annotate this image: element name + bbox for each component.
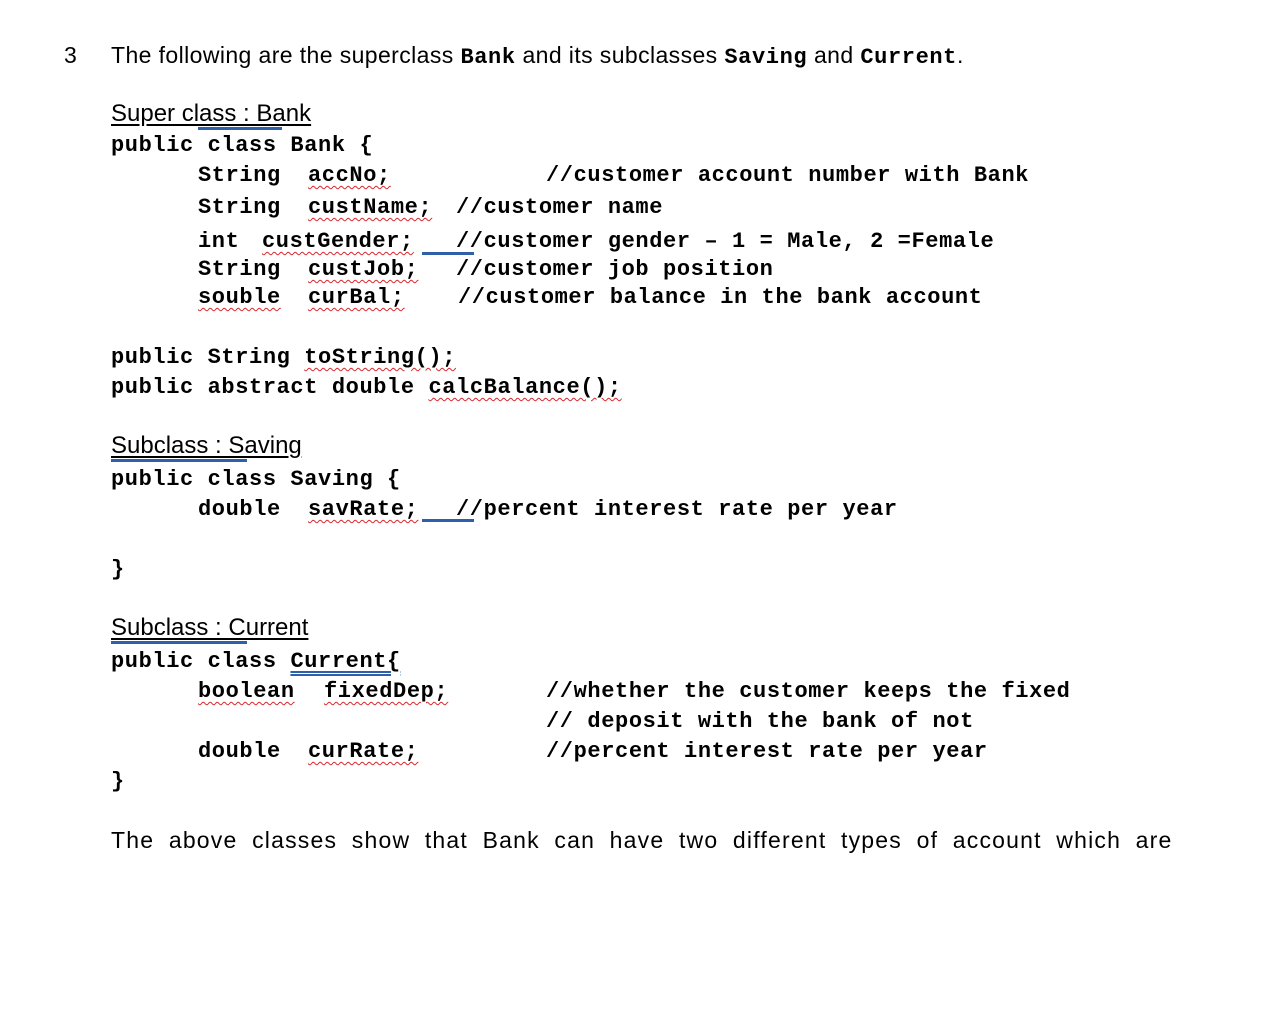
field-comment: //customer balance in the bank account (458, 285, 983, 310)
field-type: String (198, 195, 281, 220)
intro-code-saving: Saving (724, 45, 808, 70)
field-type: String (198, 163, 281, 188)
field-comment: //percent interest rate per year (456, 497, 898, 522)
bank-heading: Super class : Bank (111, 100, 312, 127)
field-comment: //percent interest rate per year (546, 739, 988, 764)
class-name: Current{ (290, 649, 401, 674)
grammar-mark (111, 459, 247, 462)
current-heading: Subclass : Current (111, 614, 309, 641)
current-class-declaration (111, 649, 401, 674)
field-name: fixedDep; (324, 679, 449, 704)
question-intro (111, 42, 964, 70)
intro-code-bank: Bank (460, 45, 516, 70)
field-type: String (198, 257, 281, 282)
field-comment-continued: // deposit with the bank of not (546, 709, 974, 734)
intro-text-1: The following are the superclass (111, 42, 461, 68)
field-comment: //customer name (456, 195, 664, 220)
field-name: custGender; (262, 229, 414, 254)
field-comment: //whether the customer keeps the fixed (546, 679, 1071, 704)
closing-brace: } (111, 557, 125, 582)
field-name: custJob; (308, 257, 419, 282)
field-name: savRate; (308, 497, 419, 522)
field-comment: //customer job position (456, 257, 774, 282)
intro-code-current: Current (860, 45, 957, 70)
intro-text-2: and its subclasses (515, 42, 725, 68)
saving-heading: Subclass : Saving (111, 432, 302, 459)
closing-paragraph: The above classes show that Bank can have two different types of account which are (111, 827, 1173, 853)
field-name: curBal; (308, 285, 405, 310)
field-type: boolean (198, 679, 295, 704)
field-name: accNo; (308, 163, 391, 188)
grammar-mark (111, 641, 247, 644)
intro-text-4: . (956, 42, 964, 68)
method-declaration (111, 375, 622, 400)
closing-brace: } (111, 769, 125, 794)
intro-text-3: and (807, 42, 861, 68)
method-name: toString(); (304, 345, 457, 370)
grammar-mark (198, 127, 282, 130)
method-name: calcBalance(); (428, 375, 622, 400)
field-type: souble (198, 285, 281, 310)
method-signature: public String (111, 345, 305, 370)
field-type: double (198, 497, 281, 522)
method-signature: public abstract double (111, 375, 429, 400)
field-type: double (198, 739, 281, 764)
class-declaration-prefix: public class (111, 649, 291, 674)
field-name: curRate; (308, 739, 419, 764)
method-declaration (111, 345, 456, 370)
field-comment: //customer gender – 1 = Male, 2 =Female (456, 229, 995, 254)
field-name: custName; (308, 195, 433, 220)
bank-class-declaration: public class Bank { (111, 133, 374, 158)
question-number: 3 (64, 42, 78, 68)
saving-class-declaration: public class Saving { (111, 467, 401, 492)
field-type: int (198, 229, 240, 254)
field-comment: //customer account number with Bank (546, 163, 1030, 188)
